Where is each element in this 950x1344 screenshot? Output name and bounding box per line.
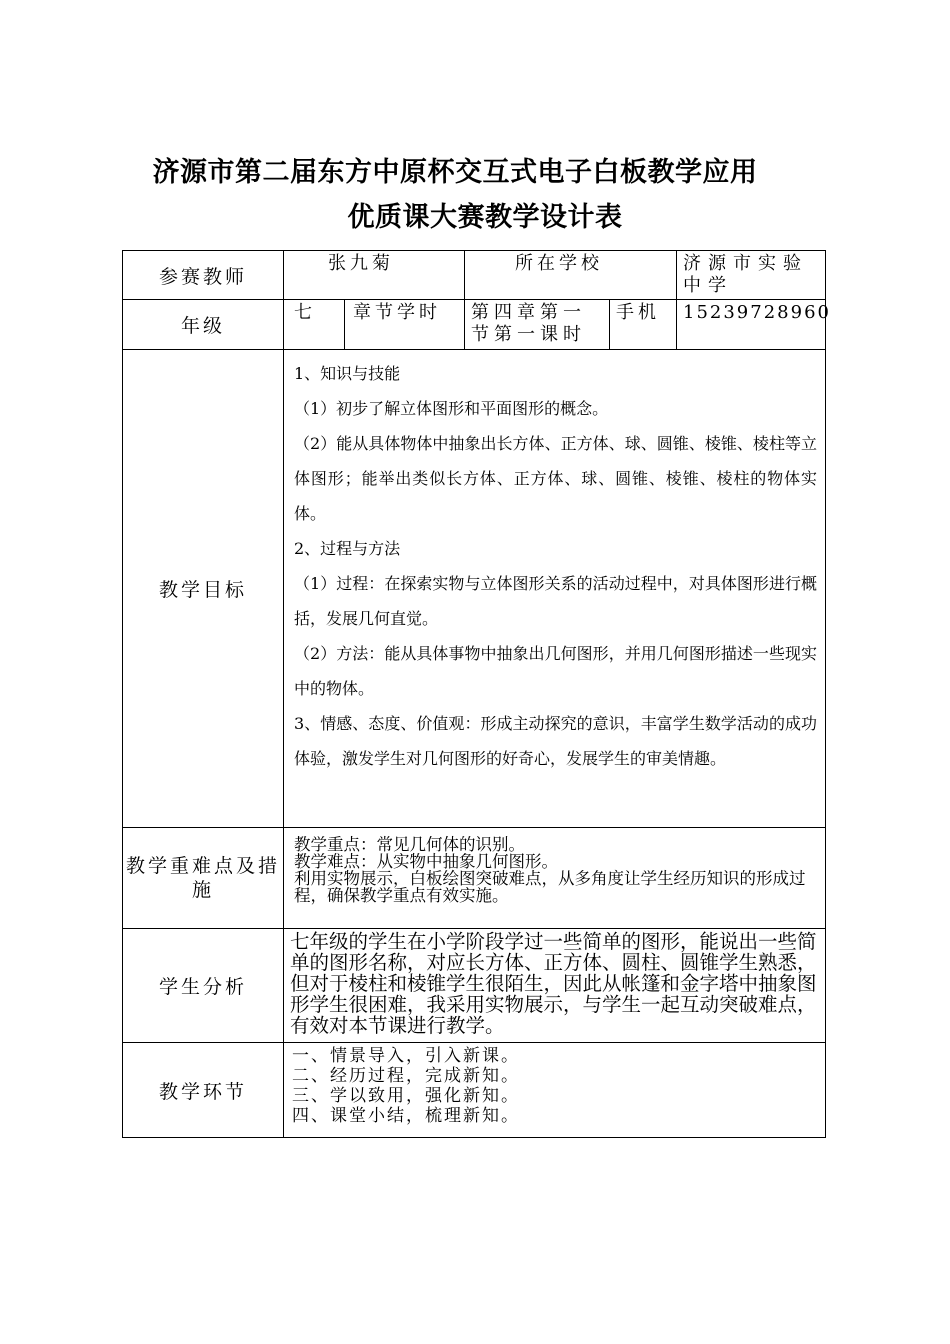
steps-label: 教学环节 <box>123 1043 284 1138</box>
grade-row <box>123 300 826 350</box>
steps-content <box>284 1043 826 1138</box>
grade-label: 年级 <box>123 300 284 350</box>
goals-line: （1）初步了解立体图形和平面图形的概念。 <box>294 399 609 418</box>
goals-line: 1、知识与技能 <box>294 364 401 383</box>
steps-line: 四、课堂小结，梳理新知。 <box>292 1106 520 1126</box>
teacher-row <box>123 251 826 300</box>
goals-line: （2）能从具体物体中抽象出长方体、正方体、球、圆锥、棱锥、棱柱等立体图形；能举出类似长方体、正方体、球、圆锥、棱锥、棱柱的物体实体。 <box>294 434 817 523</box>
analysis-content: 七年级的学生在小学阶段学过一些简单的图形，能说出一些简单的图形名称，对应长方体、正方体、圆柱、圆锥学生熟悉，但对于棱柱和棱锥学生很陌生，因此从帐篷和金字塔中抽象图形学生很困难，我采用实物展示，与学生一起互动突破难点，有效对本节课进行教学。 <box>284 929 826 1043</box>
analysis-row <box>123 929 826 1043</box>
analysis-label: 学生分析 <box>123 929 284 1043</box>
goals-label: 教学目标 <box>123 350 284 828</box>
steps-line: 一、情景导入，引入新课。 <box>292 1046 520 1066</box>
steps-line: 二、经历过程，完成新知。 <box>292 1066 520 1086</box>
grade-value: 七 <box>284 300 345 350</box>
phone-label: 手机 <box>610 300 677 350</box>
goals-row <box>123 350 826 828</box>
goals-line: （1）过程：在探索实物与立体图形关系的活动过程中，对具体图形进行概括，发展几何直觉。 <box>294 574 817 628</box>
keypoints-line: 教学难点：从实物中抽象几何图形。 <box>294 852 558 871</box>
phone-value: 15239728960 <box>677 300 826 350</box>
teacher-value: 张九菊 <box>284 251 465 300</box>
steps-row <box>123 1043 826 1138</box>
keypoints-content <box>284 828 826 929</box>
goals-content <box>284 350 826 828</box>
keypoints-line: 利用实物展示，白板绘图突破难点，从多角度让学生经历知识的形成过程，确保教学重点有效实施。 <box>294 869 806 905</box>
steps-line: 三、学以致用，强化新知。 <box>292 1086 520 1106</box>
keypoints-row <box>123 828 826 929</box>
school-value: 济源市实验中学 <box>677 251 826 300</box>
keypoints-label: 教学重难点及措施 <box>123 828 284 929</box>
goals-line: （2）方法：能从具体事物中抽象出几何图形，并用几何图形描述一些现实中的物体。 <box>294 644 817 698</box>
chapter-label: 章节学时 <box>345 300 465 350</box>
document-title-line-1: 济源市第二届东方中原杯交互式电子白板教学应用 <box>152 157 758 188</box>
goals-line: 3、情感、态度、价值观：形成主动探究的意识，丰富学生数学活动的成功体验，激发学生对几何图形的好奇心，发展学生的审美情趣。 <box>294 714 817 768</box>
design-form-table <box>122 250 831 1138</box>
goals-line: 2、过程与方法 <box>294 539 401 558</box>
teacher-label: 参赛教师 <box>123 251 284 300</box>
chapter-value: 第四章第一节第一课时 <box>465 300 610 350</box>
document-title-line-2: 优质课大赛教学设计表 <box>347 202 623 233</box>
keypoints-line: 教学重点：常见几何体的识别。 <box>294 835 525 854</box>
school-label: 所在学校 <box>465 251 677 300</box>
